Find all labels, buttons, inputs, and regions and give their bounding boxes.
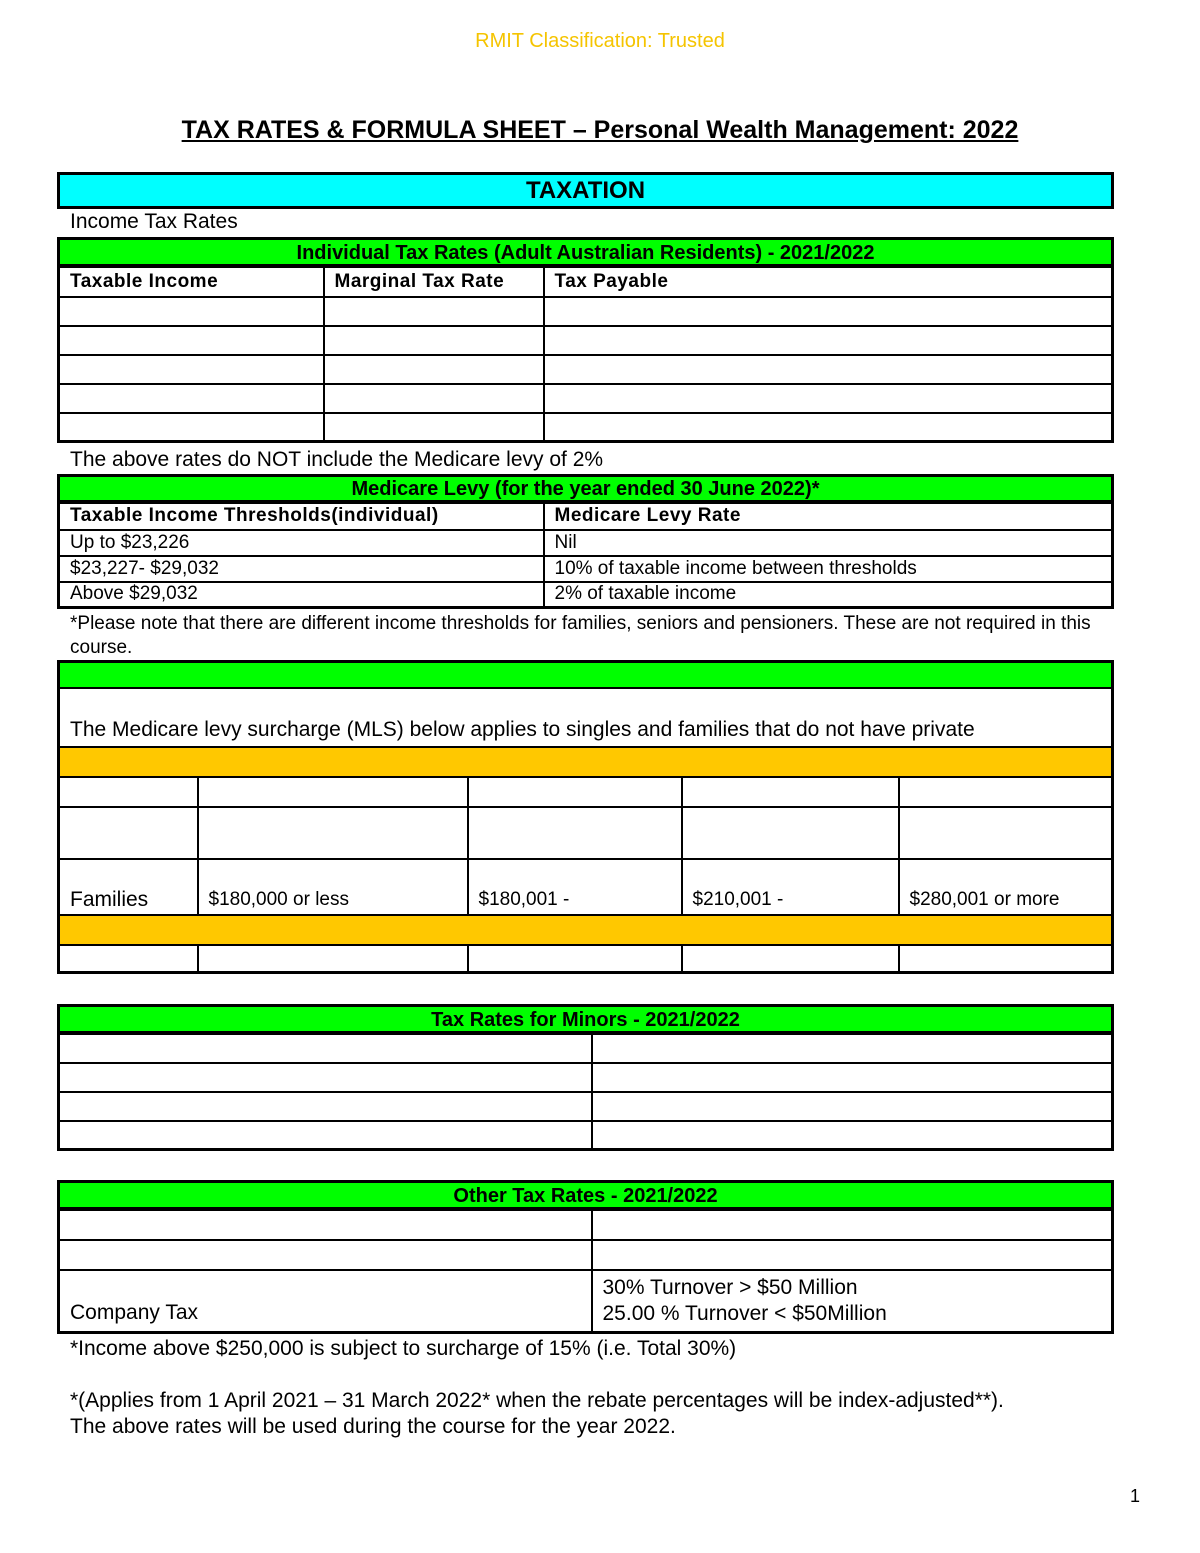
table-row xyxy=(59,1063,1113,1092)
page-title: TAX RATES & FORMULA SHEET – Personal Wealth Management: 2022 xyxy=(181,116,1019,144)
table-cell: $23,227- $29,032 xyxy=(59,556,544,582)
table-row xyxy=(59,355,1113,384)
col-levy-rate: Medicare Levy Rate xyxy=(544,503,1113,530)
table-row xyxy=(59,1092,1113,1121)
table-row xyxy=(59,1034,1113,1063)
col-tax-payable: Tax Payable xyxy=(544,267,1113,297)
table-row xyxy=(59,530,1113,556)
table-row-company-tax xyxy=(59,1270,1113,1333)
table-row xyxy=(59,556,1113,582)
course-year-footnote: The above rates will be used during the course for the year 2022. xyxy=(70,1415,676,1438)
page-number: 1 xyxy=(1129,1486,1140,1506)
classification-header: RMIT Classification: Trusted xyxy=(475,30,725,52)
taxation-heading: TAXATION xyxy=(57,172,1114,209)
table-row xyxy=(59,945,1113,972)
table-header-row xyxy=(59,503,1113,530)
table-cell: Above $29,032 xyxy=(59,582,544,608)
table-cell: Up to $23,226 xyxy=(59,530,544,556)
medicare-levy-heading: Medicare Levy (for the year ended 30 June 2022)* xyxy=(57,474,1114,503)
rebate-footnote: *(Applies from 1 April 2021 – 31 March 2022* when the rebate percentages will be index-adjusted**). xyxy=(70,1389,1004,1412)
mls-heading-bar xyxy=(60,663,1111,689)
table-row xyxy=(59,413,1113,442)
mls-orange-bar-1 xyxy=(60,746,1111,778)
other-tax-rates-table xyxy=(57,1208,1114,1334)
mls-rebate-table xyxy=(57,944,1114,974)
surcharge-footnote: *Income above $250,000 is subject to surcharge of 15% (i.e. Total 30%) xyxy=(70,1337,737,1360)
table-cell: 2% of taxable income xyxy=(544,582,1113,608)
table-cell: 10% of taxable income between thresholds xyxy=(544,556,1113,582)
table-row xyxy=(59,777,1113,807)
table-row xyxy=(59,326,1113,355)
table-cell: $210,001 - xyxy=(682,859,899,915)
table-cell: Nil xyxy=(544,530,1113,556)
mls-orange-bar-2 xyxy=(60,914,1111,946)
families-label: Families xyxy=(59,859,198,915)
table-cell: $280,001 or more xyxy=(899,859,1113,915)
table-row xyxy=(59,1210,1113,1240)
table-row xyxy=(59,582,1113,608)
table-cell: $180,001 - xyxy=(468,859,682,915)
table-row xyxy=(59,297,1113,326)
table-header-row xyxy=(59,267,1113,297)
company-tax-rate-small: 25.00 % Turnover < $50Million xyxy=(602,1301,887,1325)
minors-heading: Tax Rates for Minors - 2021/2022 xyxy=(57,1004,1114,1034)
thresholds-note: *Please note that there are different income thresholds for families, seniors and pensioners. These are not required in this course. xyxy=(70,613,1091,658)
other-tax-rates-heading: Other Tax Rates - 2021/2022 xyxy=(57,1180,1114,1210)
col-marginal-tax-rate: Marginal Tax Rate xyxy=(324,267,544,297)
company-tax-label: Company Tax xyxy=(59,1270,592,1333)
individual-tax-rates-table xyxy=(57,265,1114,443)
col-thresholds: Taxable Income Thresholds(individual) xyxy=(59,503,544,530)
table-row-families xyxy=(59,859,1113,915)
individual-tax-rates-heading: Individual Tax Rates (Adult Australian Residents) - 2021/2022 xyxy=(57,237,1114,267)
table-row xyxy=(59,807,1113,859)
table-row xyxy=(59,384,1113,413)
company-tax-rate-large: 30% Turnover > $50 Million xyxy=(602,1275,858,1299)
table-row xyxy=(59,1240,1113,1270)
table-row xyxy=(59,1121,1113,1150)
medicare-exclusion-note: The above rates do NOT include the Medicare levy of 2% xyxy=(70,448,604,471)
medicare-levy-table xyxy=(57,501,1114,609)
income-tax-rates-label: Income Tax Rates xyxy=(70,210,238,233)
mls-description: The Medicare levy surcharge (MLS) below applies to singles and families that do not have private xyxy=(70,718,975,741)
mls-table xyxy=(57,776,1114,916)
company-tax-rates xyxy=(592,1270,1113,1333)
col-taxable-income: Taxable Income xyxy=(59,267,324,297)
table-cell: $180,000 or less xyxy=(198,859,468,915)
minors-table xyxy=(57,1032,1114,1151)
